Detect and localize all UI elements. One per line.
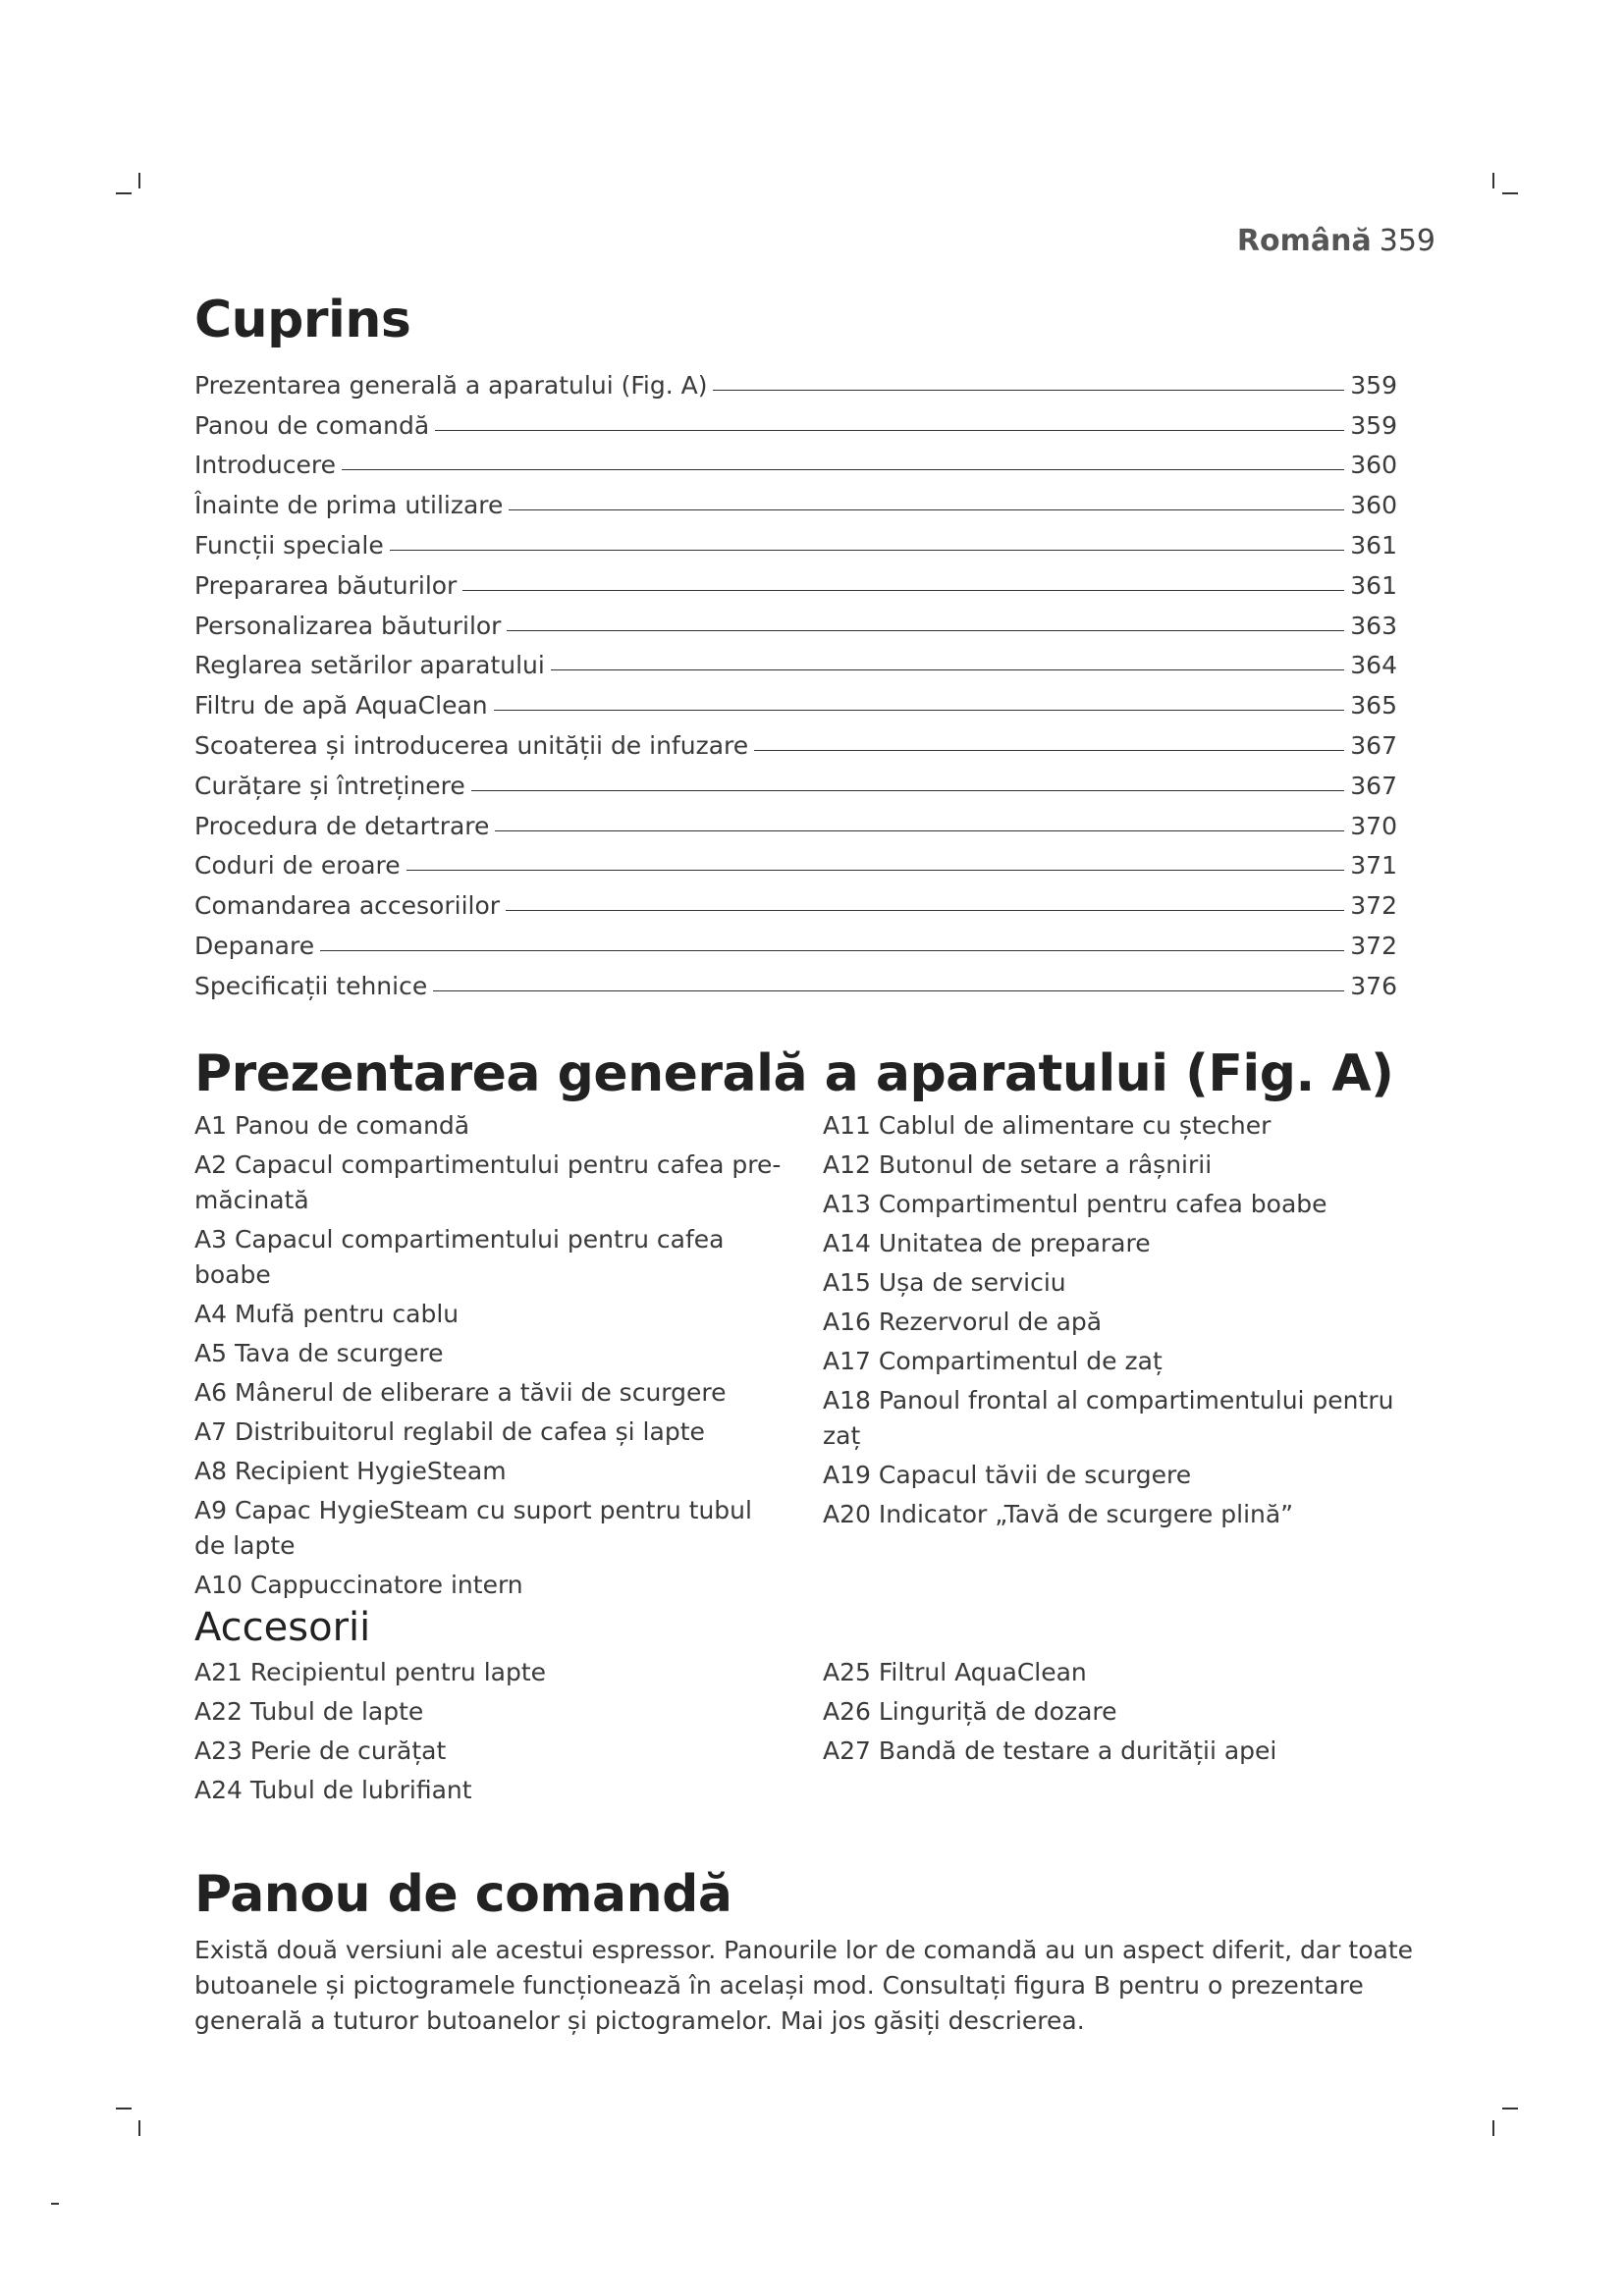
toc-entry-page: 365 (1350, 691, 1397, 721)
toc-leader-line (551, 669, 1344, 670)
toc-entry (194, 920, 1397, 960)
control-panel-title: Panou de comandă (194, 1865, 732, 1924)
toc-leader-line (433, 990, 1344, 991)
crop-mark (51, 2203, 59, 2205)
toc-entry-page: 360 (1350, 491, 1397, 520)
toc-entry-page: 372 (1350, 891, 1397, 921)
accessories-left-column (194, 1655, 784, 1812)
overview-right-column (823, 1108, 1412, 1607)
toc-leader-line (754, 750, 1344, 751)
toc-entry (194, 400, 1397, 440)
toc-entry (194, 880, 1397, 920)
toc-entry (194, 760, 1397, 800)
toc-entry (194, 720, 1397, 760)
list-item: A12 Butonul de setare a râșnirii (823, 1150, 1213, 1180)
crop-mark (1492, 2120, 1494, 2136)
crop-mark (1492, 173, 1494, 188)
list-item: A8 Recipient HygieSteam (194, 1457, 507, 1486)
toc-leader-line (471, 790, 1345, 791)
toc-leader-line (495, 830, 1344, 831)
crop-mark (138, 2120, 140, 2136)
toc-entry (194, 440, 1397, 480)
list-item: A5 Tava de scurgere (194, 1339, 444, 1368)
list-item: A10 Cappuccinatore intern (194, 1571, 523, 1600)
accessories-title: Accesorii (194, 1605, 371, 1650)
toc-entry-title: Introducere (194, 451, 336, 480)
toc-leader-line (506, 910, 1344, 911)
toc-leader-line (320, 950, 1344, 951)
list-item: A26 Linguriță de dozare (823, 1697, 1117, 1726)
overview-left-column (194, 1108, 784, 1607)
toc-entry-title: Filtru de apă AquaClean (194, 691, 488, 721)
toc-entry-title: Procedura de detartrare (194, 811, 490, 840)
toc-leader-line (390, 550, 1345, 551)
toc-leader-line (507, 630, 1344, 631)
control-panel-text: Există două versiuni ale acestui espressor. Panourile lor de comandă au un aspect diferit, dar toate butoanele și pictogramele funcționează în același mod. Consultați figura B pentru o prezentare generală a tuturor butoanelor și pictogramelor. Mai jos găsiți descrierea. (194, 1936, 1414, 2036)
table-of-contents (194, 359, 1397, 1000)
toc-leader-line (435, 430, 1344, 431)
toc-entry (194, 560, 1397, 600)
crop-mark (116, 2108, 132, 2109)
toc-entry-page: 359 (1350, 410, 1397, 440)
crop-mark (1502, 2108, 1518, 2109)
toc-entry-page: 370 (1350, 811, 1397, 840)
toc-entry-title: Depanare (194, 931, 315, 960)
toc-entry-title: Panou de comandă (194, 410, 430, 440)
list-item: A24 Tubul de lubrifiant (194, 1776, 472, 1804)
toc-entry-title: Reglarea setărilor aparatului (194, 651, 545, 680)
accessories-right-column (823, 1655, 1412, 1812)
list-item: A3 Capacul compartimentului pentru cafea boabe (194, 1225, 725, 1290)
toc-entry-title: Prezentarea generală a aparatului (Fig. A) (194, 370, 708, 400)
toc-entry (194, 519, 1397, 560)
toc-entry (194, 679, 1397, 720)
list-item: A16 Rezervorul de apă (823, 1308, 1103, 1337)
toc-entry-page: 372 (1350, 931, 1397, 960)
crop-mark (138, 173, 140, 188)
toc-entry-title: Prepararea băuturilor (194, 570, 458, 600)
crop-mark (116, 192, 132, 194)
toc-leader-line (494, 710, 1345, 711)
toc-leader-line (713, 390, 1344, 391)
toc-leader-line (462, 590, 1344, 591)
overview-title: Prezentarea generală a aparatului (Fig. A) (194, 1044, 1394, 1103)
list-item: A23 Perie de curățat (194, 1736, 447, 1765)
crop-mark (1502, 192, 1518, 194)
list-item: A7 Distribuitorul reglabil de cafea și lapte (194, 1417, 705, 1447)
toc-heading-block (194, 293, 1402, 348)
list-item: A1 Panou de comandă (194, 1111, 470, 1141)
list-item: A22 Tubul de lapte (194, 1697, 424, 1726)
toc-entry-page: 359 (1350, 370, 1397, 400)
toc-entry-page: 367 (1350, 730, 1397, 760)
list-item: A6 Mânerul de eliberare a tăvii de scurgere (194, 1378, 727, 1408)
list-item: A18 Panoul frontal al compartimentului pentru zaț (823, 1386, 1394, 1451)
toc-leader-line (406, 870, 1345, 871)
list-item: A9 Capac HygieSteam cu suport pentru tubul de lapte (194, 1496, 752, 1561)
toc-entry-page: 361 (1350, 530, 1397, 560)
list-item: A20 Indicator „Tavă de scurgere plină” (823, 1500, 1294, 1529)
toc-entry-page: 371 (1350, 851, 1397, 881)
toc-entry (194, 479, 1397, 519)
toc-entry-page: 363 (1350, 611, 1397, 640)
toc-entry-title: Scoaterea și introducerea unității de infuzare (194, 730, 749, 760)
toc-entry-page: 367 (1350, 771, 1397, 800)
toc-entry-page: 361 (1350, 570, 1397, 600)
list-item: A13 Compartimentul pentru cafea boabe (823, 1190, 1327, 1219)
toc-entry-title: Funcții speciale (194, 530, 384, 560)
toc-title: Cuprins (194, 291, 411, 349)
list-item: A14 Unitatea de preparare (823, 1229, 1151, 1258)
toc-entry-page: 360 (1350, 451, 1397, 480)
toc-entry (194, 800, 1397, 840)
list-item: A4 Mufă pentru cablu (194, 1300, 460, 1329)
list-item: A21 Recipientul pentru lapte (194, 1658, 547, 1686)
header-language: Română (1236, 224, 1372, 258)
toc-entry (194, 640, 1397, 680)
accessories-section (194, 1606, 1402, 1812)
control-panel-section (194, 1865, 1414, 2039)
list-item: A11 Cablul de alimentare cu ștecher (823, 1111, 1272, 1141)
toc-leader-line (509, 509, 1344, 510)
toc-entry-title: Înainte de prima utilizare (194, 491, 504, 520)
toc-entry-title: Curățare și întreținere (194, 771, 465, 800)
toc-entry-title: Coduri de eroare (194, 851, 401, 881)
toc-entry-title: Comandarea accesoriilor (194, 891, 501, 921)
overview-section (194, 1046, 1402, 1607)
list-item: A27 Bandă de testare a durității apei (823, 1736, 1277, 1765)
list-item: A2 Capacul compartimentului pentru cafea pre-măcinată (194, 1150, 782, 1215)
list-item: A25 Filtrul AquaClean (823, 1658, 1087, 1686)
toc-entry (194, 359, 1397, 400)
toc-entry-page: 376 (1350, 971, 1397, 1000)
toc-entry (194, 960, 1397, 1000)
page-header (1237, 224, 1435, 258)
list-item: A15 Ușa de serviciu (823, 1268, 1066, 1298)
toc-entry-title: Specificații tehnice (194, 971, 428, 1000)
toc-entry (194, 840, 1397, 881)
list-item: A17 Compartimentul de zaț (823, 1347, 1163, 1376)
list-item: A19 Capacul tăvii de scurgere (823, 1461, 1192, 1490)
toc-entry-title: Personalizarea băuturilor (194, 611, 502, 640)
toc-leader-line (342, 469, 1344, 470)
toc-entry (194, 600, 1397, 640)
toc-entry-page: 364 (1350, 651, 1397, 680)
header-page-number: 359 (1379, 224, 1435, 258)
